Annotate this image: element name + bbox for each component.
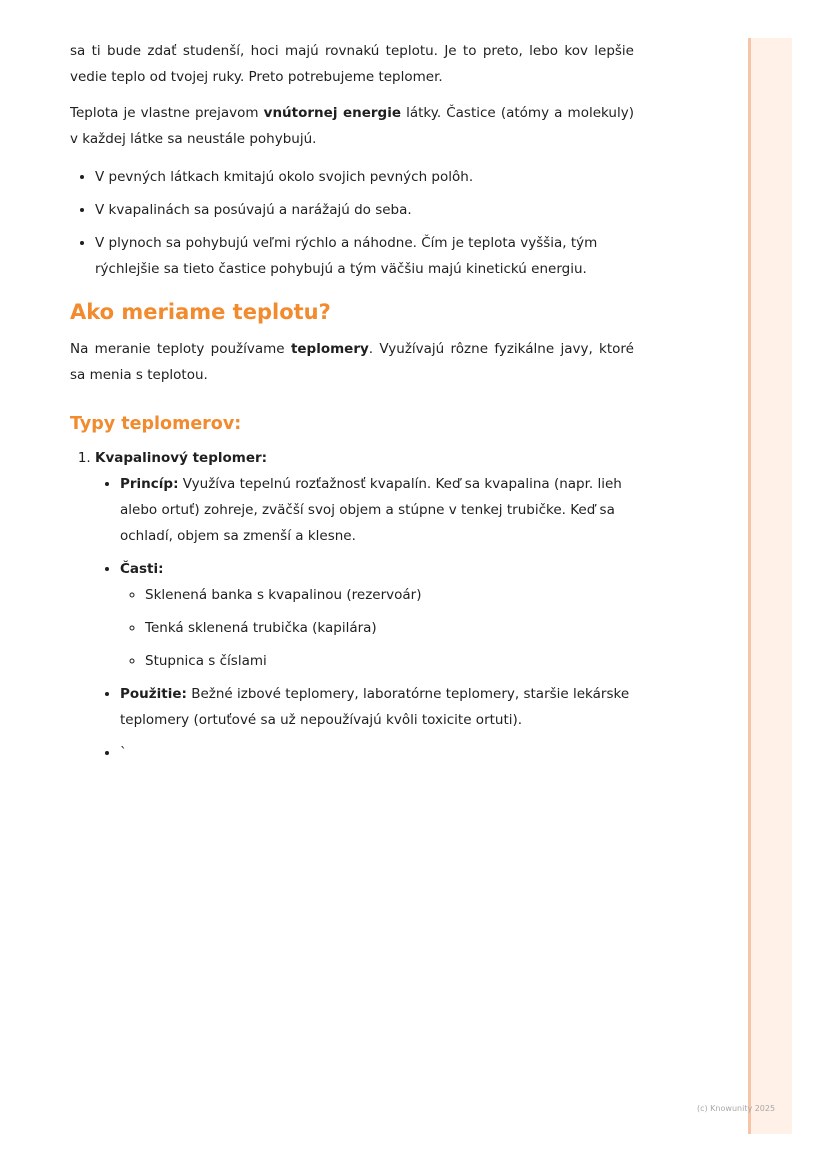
part-scale: ◦ Stupnica s číslami (145, 648, 634, 674)
thermometer-types-list (70, 445, 634, 766)
principle-text: Využíva tepelnú rozťažnosť kvapalín. Keď sa kvapalina (napr. lieh alebo ortuť) zohreje, zväčší svoj objem a stúpne v tenkej trubičke. Keď sa ochladí, objem sa zmenší a klesne. (120, 476, 622, 544)
state-solid: • V pevných látkach kmitajú okolo svojich pevných polôh. (95, 164, 634, 190)
usage-item (120, 681, 634, 733)
type-details-list (95, 471, 634, 766)
side-panel (748, 38, 792, 1134)
state-liquid: • V kvapalinách sa posúvajú a narážajú do seba. (95, 197, 634, 223)
parts-item (120, 556, 634, 674)
states-list (70, 164, 634, 282)
measure-paragraph (70, 336, 634, 388)
intro-paragraph-2 (70, 100, 634, 152)
section-heading-measure: Ako meriame teplotu? (70, 300, 331, 324)
parts-label: Časti: (120, 561, 164, 577)
part-capillary: ◦ Tenká sklenená trubička (kapilára) (145, 615, 634, 641)
intro-paragraph-1: sa ti bude zdať studenší, hoci majú rovnakú teplotu. Je to preto, lebo kov lepšie vedie teplo od tvojej ruky. Preto potrebujeme teplomer. (70, 43, 634, 85)
type-item-liquid (95, 445, 634, 766)
document-content (70, 38, 634, 773)
usage-label: Použitie: (120, 686, 187, 702)
stray-item: • ` (120, 740, 634, 766)
thermometers-term: teplomery (290, 341, 369, 357)
principle-item (120, 471, 634, 549)
section-heading-types: Typy teplomerov: (70, 414, 242, 434)
side-accent-line (748, 38, 751, 1134)
intro-text-end: látky. Častice (atómy a molekuly) v každej látke sa neustále pohybujú. (70, 105, 634, 147)
type-title: Kvapalinový teplomer: (95, 450, 268, 466)
measure-text-end: . Využívajú rôzne fyzikálne javy, ktoré sa menia s teplotou. (70, 341, 634, 383)
intro-text-start: Teplota je vlastne prejavom (70, 105, 264, 121)
parts-list (120, 582, 634, 674)
measure-text-start: Na meranie teploty používame (70, 341, 291, 357)
internal-energy-term: vnútornej energie (263, 105, 401, 121)
part-reservoir: ◦ Sklenená banka s kvapalinou (rezervoár) (145, 582, 634, 608)
principle-label: Princíp: (120, 476, 179, 492)
state-gas: • V plynoch sa pohybujú veľmi rýchlo a náhodne. Čím je teplota vyššia, tým rýchlejšie sa tieto častice pohybujú a tým väčšiu majú kinetickú energiu. (95, 230, 634, 282)
footer-copyright: (c) Knowunity 2025 (697, 1104, 776, 1113)
usage-text: Bežné izbové teplomery, laboratórne teplomery, staršie lekárske teplomery (ortuťové sa už nepoužívajú kvôli toxicite ortuti). (120, 686, 630, 728)
